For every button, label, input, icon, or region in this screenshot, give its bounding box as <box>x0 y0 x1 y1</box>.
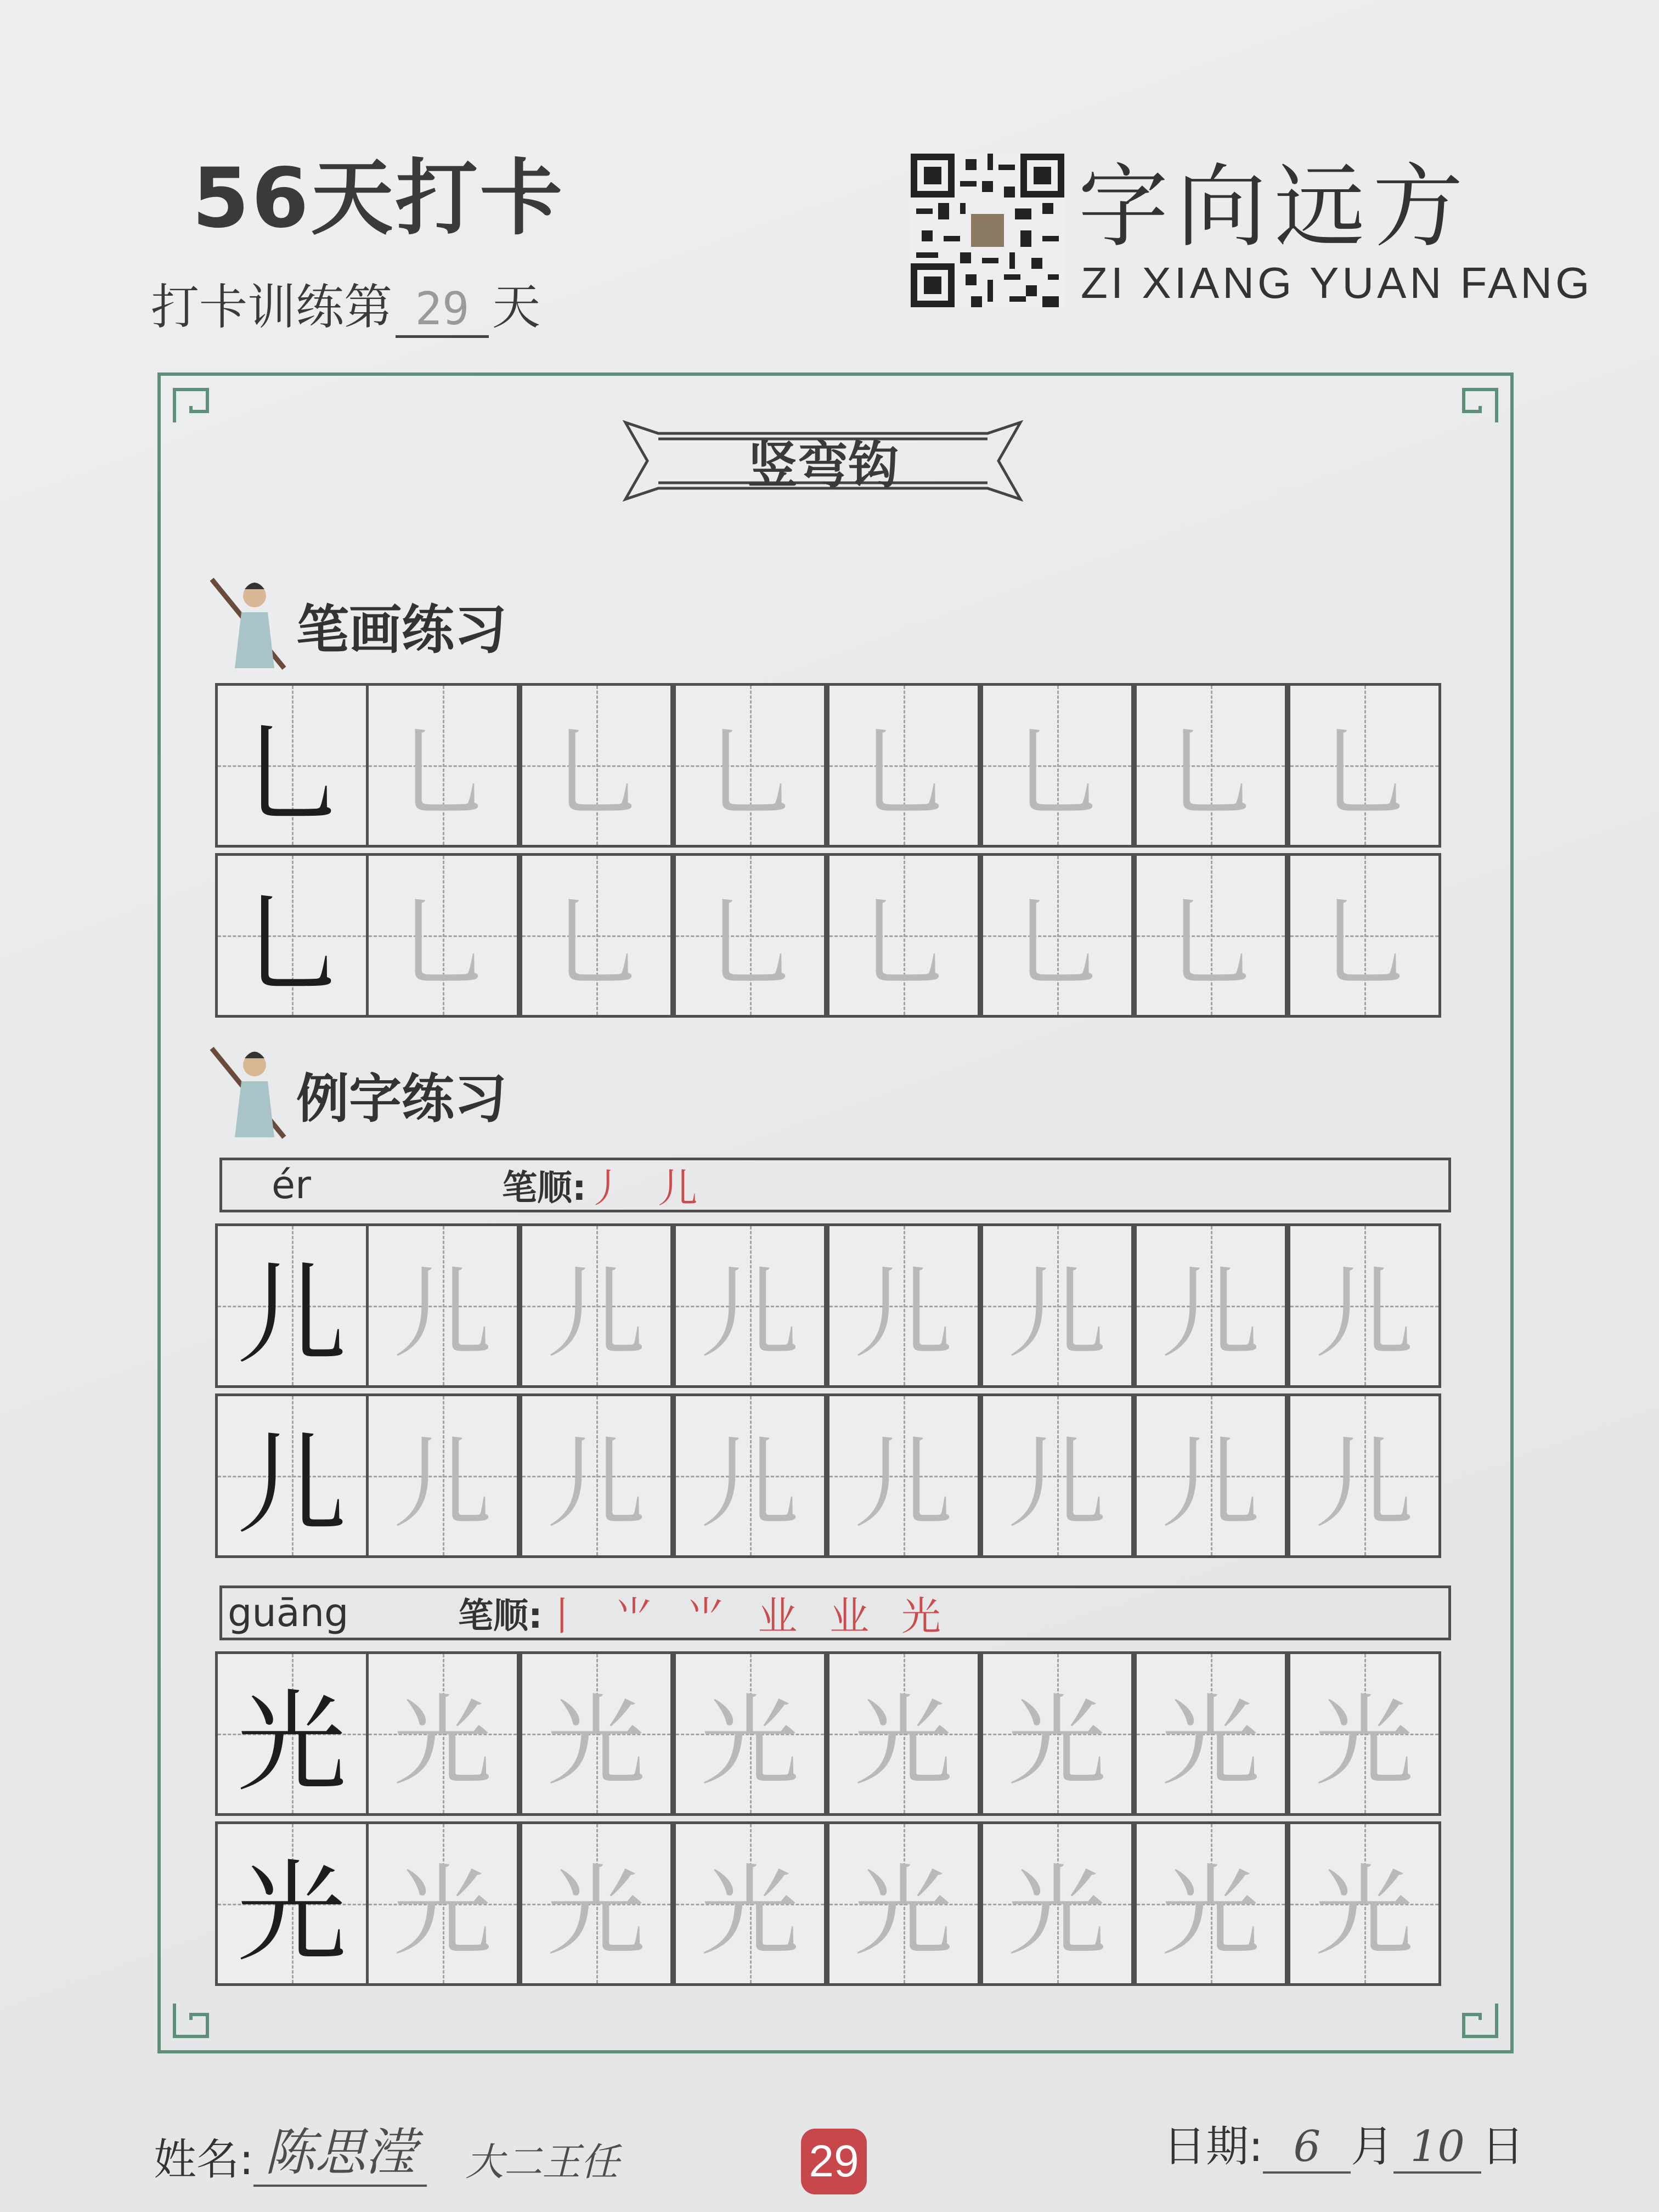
stroke-order: 丿 儿 <box>586 1165 708 1211</box>
grid-cell[interactable] <box>1288 1821 1441 1986</box>
stroke-name: 竖弯钩 <box>747 436 899 495</box>
grid-cell[interactable] <box>673 1821 827 1986</box>
grid-cell[interactable] <box>827 1651 980 1816</box>
grid-cell[interactable] <box>520 1821 673 1986</box>
date-label: 日期: <box>1163 2122 1263 2171</box>
trace-glyph: 儿 <box>1161 1427 1260 1542</box>
grid-cell[interactable] <box>827 1393 980 1558</box>
section-example-practice <box>208 1045 507 1144</box>
grid-cell[interactable] <box>673 683 827 848</box>
trace-glyph: 儿 <box>1314 1257 1414 1372</box>
trace-glyph: 儿 <box>1007 1427 1107 1542</box>
char-info-bar <box>219 1158 1451 1212</box>
day-of-month-value[interactable]: 10 <box>1393 2122 1481 2174</box>
grid-cell[interactable] <box>520 683 673 848</box>
month-label: 月 <box>1351 2122 1394 2171</box>
trace-glyph: 光 <box>393 1855 492 1970</box>
stroke-order-label: 笔顺: <box>458 1596 543 1637</box>
grid-cell[interactable] <box>366 1821 520 1986</box>
char-grid-row <box>215 1651 1444 1816</box>
grid-cell <box>215 1651 369 1816</box>
trace-glyph: 儿 <box>700 1427 799 1542</box>
trace-glyph: 乚 <box>1314 716 1414 831</box>
trace-glyph: 儿 <box>854 1427 953 1542</box>
pinyin: guāng <box>228 1590 349 1635</box>
trace-glyph: 光 <box>1314 1685 1414 1799</box>
char-grid-row <box>215 1223 1444 1388</box>
grid-cell[interactable] <box>1288 853 1441 1018</box>
grid-cell <box>215 853 369 1018</box>
char-grid-row <box>215 1821 1444 1986</box>
name-value[interactable]: 陈思滢 <box>253 2112 427 2187</box>
section-stroke-practice <box>208 576 507 675</box>
qr-code-icon <box>911 154 1064 307</box>
model-glyph: 乚 <box>236 881 347 1009</box>
day-prefix: 打卡训练第 <box>151 279 393 335</box>
trace-glyph: 儿 <box>854 1257 953 1372</box>
section-stroke-label: 笔画练习 <box>296 599 507 661</box>
grid-cell[interactable] <box>1134 853 1288 1018</box>
grid-cell[interactable] <box>673 1651 827 1816</box>
grid-cell[interactable] <box>827 853 980 1018</box>
grid-cell[interactable] <box>980 1393 1134 1558</box>
trace-glyph: 乚 <box>1161 716 1260 831</box>
grid-cell[interactable] <box>1288 1223 1441 1388</box>
grid-cell <box>215 1821 369 1986</box>
trace-glyph: 乚 <box>1314 887 1414 1001</box>
day-counter <box>151 269 540 338</box>
scholar-figure-icon <box>208 576 291 675</box>
grid-cell[interactable] <box>980 1223 1134 1388</box>
grid-cell[interactable] <box>520 1651 673 1816</box>
grid-cell[interactable] <box>1134 1223 1288 1388</box>
trace-glyph: 儿 <box>1314 1427 1414 1542</box>
trace-glyph: 光 <box>700 1685 799 1799</box>
trace-glyph: 儿 <box>546 1257 646 1372</box>
grid-cell[interactable] <box>1288 1393 1441 1558</box>
class-value[interactable]: 大二王任 <box>465 2140 619 2185</box>
trace-glyph: 光 <box>700 1855 799 1970</box>
grid-cell[interactable] <box>1134 1393 1288 1558</box>
grid-cell <box>215 683 369 848</box>
trace-glyph: 乚 <box>1007 887 1107 1001</box>
trace-glyph: 光 <box>1161 1685 1260 1799</box>
page-number-badge: 29 <box>801 2129 867 2194</box>
grid-cell[interactable] <box>980 683 1134 848</box>
brand-name-en: ZI XIANG YUAN FANG <box>1081 258 1593 307</box>
model-glyph: 儿 <box>236 1421 347 1549</box>
trace-glyph: 乚 <box>1161 887 1260 1001</box>
grid-cell <box>215 1223 369 1388</box>
grid-cell[interactable] <box>366 1393 520 1558</box>
grid-cell[interactable] <box>673 1393 827 1558</box>
grid-cell[interactable] <box>980 1821 1134 1986</box>
grid-cell[interactable] <box>366 1223 520 1388</box>
pinyin: ér <box>272 1163 311 1207</box>
trace-glyph: 儿 <box>393 1427 492 1542</box>
grid-cell[interactable] <box>1134 1651 1288 1816</box>
date-field <box>1163 2112 1524 2174</box>
trace-glyph: 光 <box>854 1685 953 1799</box>
char-info-bar <box>219 1585 1451 1640</box>
trace-glyph: 乚 <box>854 716 953 831</box>
grid-cell[interactable] <box>366 683 520 848</box>
name-label: 姓名: <box>154 2135 254 2185</box>
day-label: 日 <box>1481 2122 1525 2171</box>
trace-glyph: 乚 <box>546 716 646 831</box>
trace-glyph: 儿 <box>1007 1257 1107 1372</box>
brand-name: 字向远方 <box>1078 154 1471 259</box>
section-example-label: 例字练习 <box>296 1068 507 1130</box>
grid-cell[interactable] <box>520 853 673 1018</box>
page-title: 56天打卡 <box>192 151 565 246</box>
grid-cell[interactable] <box>520 1393 673 1558</box>
grid-cell[interactable] <box>980 1651 1134 1816</box>
trace-glyph: 乚 <box>700 716 799 831</box>
trace-glyph: 儿 <box>546 1427 646 1542</box>
trace-glyph: 儿 <box>1161 1257 1260 1372</box>
char-grid-row <box>215 1393 1444 1558</box>
grid-cell[interactable] <box>827 1223 980 1388</box>
grid-cell[interactable] <box>366 1651 520 1816</box>
trace-glyph: 乚 <box>393 887 492 1001</box>
grid-cell[interactable] <box>1134 1821 1288 1986</box>
grid-cell[interactable] <box>520 1223 673 1388</box>
stroke-order: 丨 ⺌ ⺌ 业 业 光 <box>542 1593 951 1639</box>
grid-cell <box>215 1393 369 1558</box>
trace-glyph: 光 <box>393 1685 492 1799</box>
grid-cell[interactable] <box>366 853 520 1018</box>
trace-glyph: 乚 <box>546 887 646 1001</box>
grid-cell[interactable] <box>1288 683 1441 848</box>
trace-glyph: 儿 <box>393 1257 492 1372</box>
grid-cell[interactable] <box>1134 683 1288 848</box>
model-glyph: 光 <box>236 1679 347 1807</box>
day-value[interactable]: 29 <box>396 283 489 338</box>
day-suffix: 天 <box>492 279 541 335</box>
grid-cell[interactable] <box>827 1821 980 1986</box>
trace-glyph: 乚 <box>854 887 953 1001</box>
stroke-grid-row-2 <box>215 853 1444 1018</box>
trace-glyph: 光 <box>854 1855 953 1970</box>
grid-cell[interactable] <box>1288 1651 1441 1816</box>
grid-cell[interactable] <box>673 1223 827 1388</box>
grid-cell[interactable] <box>827 683 980 848</box>
month-value[interactable]: 6 <box>1263 2122 1351 2174</box>
scholar-figure-icon <box>208 1045 291 1144</box>
model-glyph: 儿 <box>236 1251 347 1379</box>
trace-glyph: 乚 <box>393 716 492 831</box>
trace-glyph: 乚 <box>700 887 799 1001</box>
trace-glyph: 光 <box>1007 1685 1107 1799</box>
stroke-order-label: 笔顺: <box>502 1168 586 1209</box>
stroke-grid-row-1 <box>215 683 1444 848</box>
trace-glyph: 儿 <box>700 1257 799 1372</box>
trace-glyph: 乚 <box>1007 716 1107 831</box>
model-glyph: 光 <box>236 1849 347 1977</box>
name-field <box>154 2112 619 2187</box>
trace-glyph: 光 <box>546 1685 646 1799</box>
trace-glyph: 光 <box>1161 1855 1260 1970</box>
grid-cell[interactable] <box>673 853 827 1018</box>
trace-glyph: 光 <box>1314 1855 1414 1970</box>
grid-cell[interactable] <box>980 853 1134 1018</box>
model-glyph: 乚 <box>236 710 347 839</box>
trace-glyph: 光 <box>546 1855 646 1970</box>
trace-glyph: 光 <box>1007 1855 1107 1970</box>
